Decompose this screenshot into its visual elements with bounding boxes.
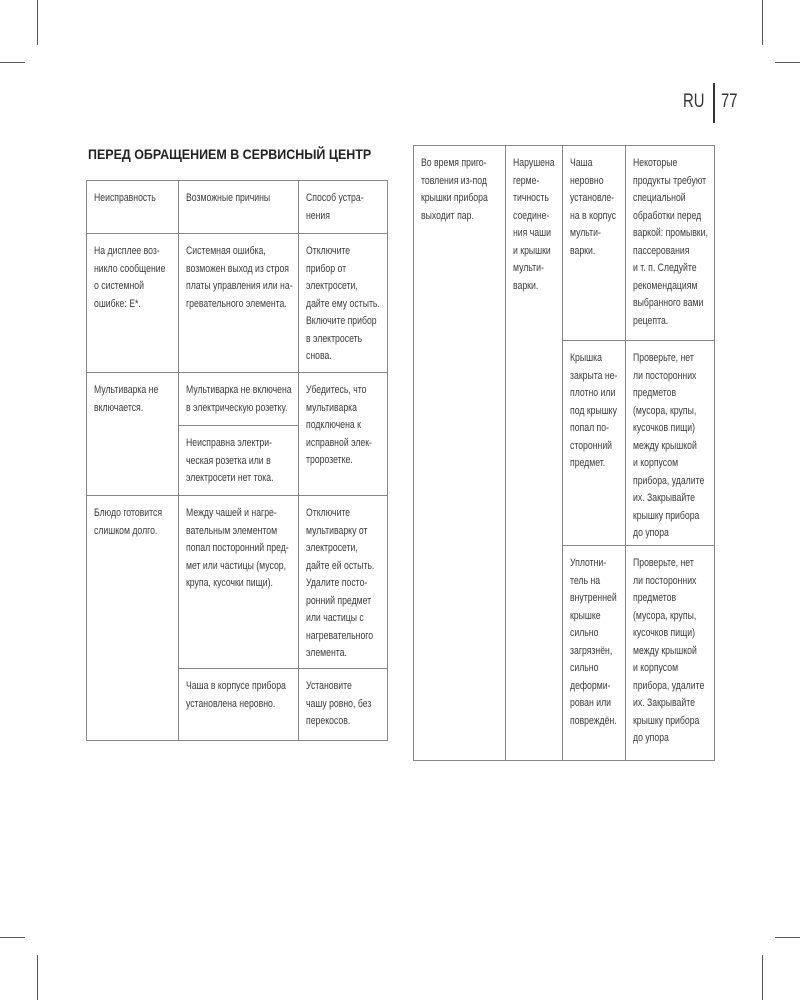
solution-text: Некоторые продукты требуют специальной обработки перед варкой: промывки, пассерования и т. п. Следуйте рекомендациям выбранного вами рецепта.	[633, 157, 708, 327]
header-cell-problem	[86, 180, 179, 234]
header-separator	[713, 83, 715, 123]
solution-text: Проверьте, нет ли посторонних предметов (мусора, крупы, кусочков пищи) между крышкой и корпусом прибора, удалите их. Закрывайте крышку прибора до упора	[633, 352, 705, 539]
table-cell-solution	[625, 145, 715, 341]
detail-text: Крышка закрыта не- плотно или под крышку попал по- сторонний предмет.	[570, 352, 618, 469]
table-cell-cause	[178, 495, 299, 669]
table-cell-problem	[86, 372, 179, 496]
crop-mark-top-left-vertical	[37, 0, 38, 45]
crop-mark-bottom-left-vertical	[37, 955, 38, 1000]
problem-text: Во время приго- товления из-под крышки прибора выходит пар.	[421, 157, 488, 222]
crop-mark-top-right-vertical	[762, 0, 763, 45]
table-cell-solution	[625, 545, 715, 761]
language-label: RU	[683, 91, 705, 112]
solution-text: Установите чашу ровно, без перекосов.	[306, 680, 372, 727]
header-cell-solution	[298, 180, 388, 234]
crop-mark-bottom-right-vertical	[762, 955, 763, 1000]
page-number: 77	[721, 91, 738, 112]
solution-text: Отключите прибор от электросети, дайте ему остыть. Включите прибор в электросеть снова.	[306, 245, 380, 362]
problem-text: На дисплее воз- никло сообщение о системной ошибке: Е*.	[94, 245, 166, 310]
table-cell-solution	[298, 372, 388, 496]
header-cell-cause	[178, 180, 299, 234]
cause-text: Неисправна электри- ческая розетка или в электросети нет тока.	[186, 437, 274, 484]
cause-text: Между чашей и нагре- вательным элементом попал посторонний пред- мет или частицы (мусор, крупа, кусочки пищи).	[186, 507, 289, 589]
cause-text: Чаша в корпусе прибора установлена неровно.	[186, 680, 286, 710]
solution-text: Убедитесь, что мультиварка подключена к исправной элек- тророзетке.	[306, 384, 372, 466]
table-cell-problem	[86, 495, 179, 741]
crop-mark-bottom-right-horizontal	[775, 937, 800, 938]
table-cell-detail	[562, 145, 626, 341]
problem-text: Мультиварка не включается.	[94, 384, 159, 414]
table-cell-cause	[178, 372, 299, 426]
table-cell-cause	[178, 668, 299, 741]
table-cell-cause	[178, 233, 299, 373]
table-cell-solution	[625, 340, 715, 546]
header-label: Неисправность	[94, 192, 156, 204]
table-cell-solution	[298, 233, 388, 373]
table-cell-detail	[562, 340, 626, 546]
cause-text: Нарушена герме- тичность соедине- ния чаши и крышки мульти- варки.	[513, 157, 555, 292]
table-cell-solution	[298, 668, 388, 741]
table-cell-detail	[562, 545, 626, 761]
crop-mark-bottom-left-horizontal	[0, 937, 25, 938]
table-cell-problem	[413, 145, 506, 761]
solution-text: Отключите мультиварку от электросети, дайте ей остыть. Удалите посто- ронний предмет или частицы с нагревательного элемента.	[306, 507, 375, 659]
cause-text: Системная ошибка, возможен выход из строя платы управления или на- гревательного элемента.	[186, 245, 293, 310]
table-cell-solution	[298, 495, 388, 669]
table-cell-cause	[178, 425, 299, 496]
problem-text: Блюдо готовится слишком долго.	[94, 507, 163, 537]
page-title: ПЕРЕД ОБРАЩЕНИЕМ В СЕРВИСНЫЙ ЦЕНТР	[88, 146, 372, 162]
table-cell-problem	[86, 233, 179, 373]
table-cell-cause	[505, 145, 563, 761]
header-label: Возможные причины	[186, 192, 271, 204]
crop-mark-top-left-horizontal	[0, 62, 25, 63]
solution-text: Проверьте, нет ли посторонних предметов (мусора, крупы, кусочков пищи) между крышкой и корпусом прибора, удалите их. Закрывайте крышку прибора до упора	[633, 557, 705, 744]
cause-text: Мультиварка не включена в электрическую розетку.	[186, 384, 292, 414]
crop-mark-top-right-horizontal	[775, 62, 800, 63]
header-label: Способ устра- нения	[306, 192, 364, 222]
detail-text: Уплотни- тель на внутренней крышке сильно загрязнён, сильно деформи- рован или повреждён.	[570, 557, 617, 727]
detail-text: Чаша неровно установле- на в корпус мульти- варки.	[570, 157, 616, 257]
